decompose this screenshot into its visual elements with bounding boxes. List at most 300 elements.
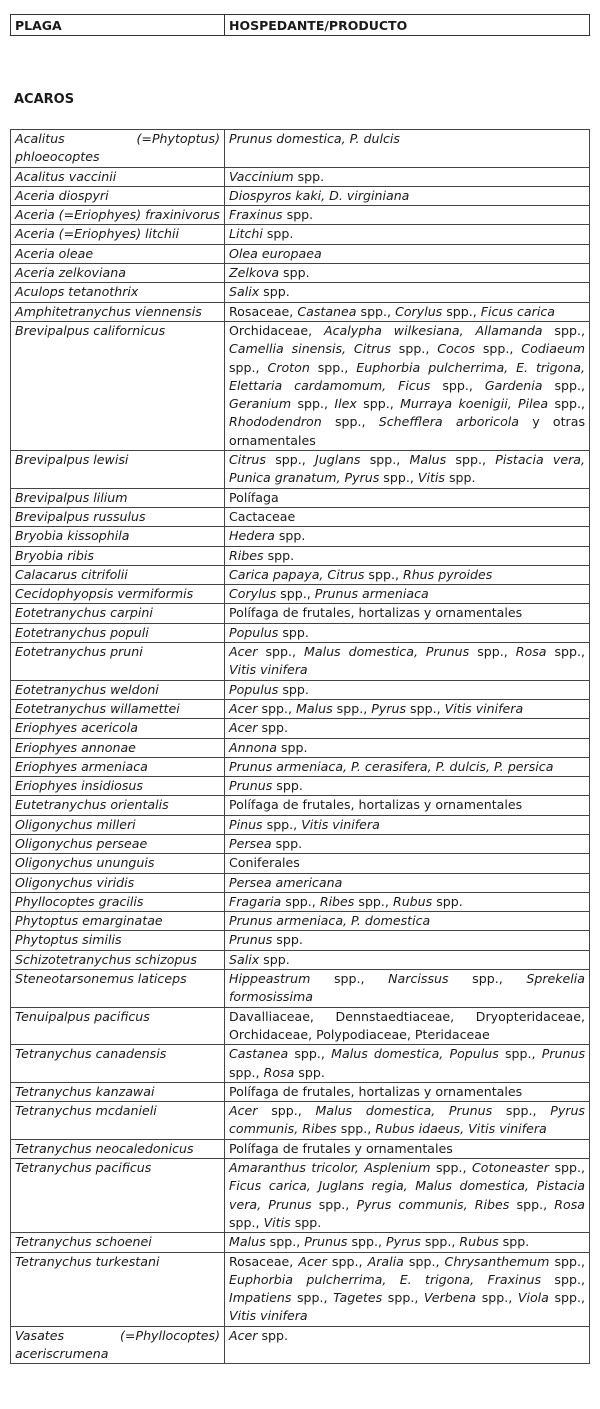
host-taxon-italic: Salix: [229, 284, 260, 300]
table-row: [11, 892, 590, 911]
host-text: spp.,: [360, 452, 410, 468]
host-text: spp.,: [291, 396, 335, 412]
pest-name: Cecidophyopsis vermiformis: [11, 585, 225, 604]
host-text: spp.,: [546, 644, 586, 660]
host-taxon-italic: Olea europaea: [229, 245, 322, 261]
header-plaga: PLAGA: [11, 15, 225, 36]
table-row: [11, 912, 590, 931]
host-taxon-italic: Vitis vinifera: [229, 662, 308, 678]
host-text: spp.: [272, 932, 303, 948]
table-row: [11, 1233, 590, 1252]
host-text: spp.,: [476, 1290, 518, 1306]
host-text: spp.: [271, 835, 303, 851]
pest-name: Eotetranychus populi: [11, 623, 225, 642]
host-taxon-italic: Chrysanthemum: [444, 1253, 550, 1269]
pest-name: Brevipalpus californicus: [11, 321, 225, 450]
host-text: spp.: [276, 739, 308, 755]
pest-name: Steneotarsonemus laticeps: [11, 970, 225, 1008]
host-taxon-italic: Rosa: [554, 1196, 586, 1212]
pest-name: Aceria (=Eriophyes) fraxinivorus: [11, 206, 225, 225]
table-row: [11, 225, 590, 244]
pest-name: Eotetranychus carpini: [11, 604, 225, 623]
table-row: [11, 167, 590, 186]
section-title: ACAROS: [14, 92, 75, 107]
host-text: spp.,: [262, 816, 302, 832]
host-text: spp.,: [549, 1253, 586, 1269]
host-text: spp.,: [448, 971, 527, 987]
pest-name: Phytoptus emarginatae: [11, 912, 225, 931]
host-taxon-italic: Prunus armeniaca: [314, 586, 429, 602]
host-taxon-italic: Amaranthus tricolor, Asplenium: [229, 1160, 431, 1176]
host-text: y otras ornamentales: [229, 414, 586, 448]
host-text: spp.,: [257, 644, 304, 660]
host-taxon-italic: Rhododendron: [229, 414, 322, 430]
host-taxon-italic: Juglans: [315, 452, 361, 468]
host-cell: [225, 565, 590, 584]
host-text: spp.: [444, 470, 476, 486]
table-row: [11, 699, 590, 718]
pest-name: Tetranychus mcdanieli: [11, 1102, 225, 1140]
host-taxon-italic: Corylus: [229, 586, 277, 602]
pest-name: Eriophyes annonae: [11, 738, 225, 757]
host-taxon-italic: Ribes: [229, 547, 264, 563]
host-cell: [225, 186, 590, 205]
pest-name: Oligonychus viridis: [11, 873, 225, 892]
table-row: [11, 757, 590, 776]
host-cell: [225, 643, 590, 681]
host-cell: [225, 1233, 590, 1252]
host-text: spp.: [257, 720, 289, 736]
table-row: [11, 507, 590, 526]
host-cell: [225, 738, 590, 757]
host-text: spp.: [263, 547, 295, 563]
pest-name: Eutetranychus orientalis: [11, 796, 225, 815]
host-taxon-italic: Prunus: [229, 932, 273, 948]
host-text: Polífaga de frutales, hortalizas y ornamentales: [229, 1083, 523, 1099]
pest-name: Tenuipalpus pacificus: [11, 1007, 225, 1045]
table-row: [11, 1045, 590, 1083]
host-text: Polífaga de frutales, hortalizas y ornamentales: [229, 605, 523, 621]
pest-name: Bryobia kissophila: [11, 527, 225, 546]
table-row: [11, 451, 590, 489]
host-text: spp.,: [276, 586, 315, 602]
host-text: spp.,: [498, 1046, 542, 1062]
host-taxon-italic: Impatiens: [229, 1290, 292, 1306]
host-taxon-italic: Tagetes: [333, 1290, 383, 1306]
host-text: spp.,: [291, 1290, 334, 1306]
host-text: Davalliaceae, Dennstaedtiaceae, Dryopteridaceae, Orchidaceae, Polypodiaceae, Pteridaceae: [229, 1008, 585, 1042]
host-taxon-italic: Pyrus communis, Ribes: [229, 1103, 585, 1137]
table-row: [11, 1139, 590, 1158]
host-taxon-italic: Vitis vinifera: [444, 700, 524, 716]
host-text: spp.,: [469, 644, 516, 660]
host-text: spp.,: [446, 452, 496, 468]
host-text: Rosaceae,: [229, 1253, 299, 1269]
host-cell: [225, 892, 590, 911]
host-text: spp.,: [379, 470, 418, 486]
host-taxon-italic: Narcissus: [388, 971, 449, 987]
pest-name: Eriophyes insidiosus: [11, 777, 225, 796]
host-text: spp.: [279, 265, 310, 281]
host-cell: [225, 130, 590, 168]
host-cell: [225, 912, 590, 931]
host-cell: [225, 1326, 590, 1364]
host-cell: [225, 604, 590, 623]
host-taxon-italic: Persea americana: [229, 874, 343, 890]
host-taxon-italic: Fraxinus: [229, 207, 283, 223]
pest-name: Schizotetranychus schizopus: [11, 950, 225, 969]
table-row: [11, 546, 590, 565]
host-text: spp.,: [311, 1196, 357, 1212]
pest-name: Eotetranychus weldoni: [11, 680, 225, 699]
pest-name: Phytoptus similis: [11, 931, 225, 950]
host-cell: [225, 302, 590, 321]
pest-name: Eotetranychus willamettei: [11, 699, 225, 718]
host-cell: [225, 1102, 590, 1140]
table-row: [11, 130, 590, 168]
pest-name: Acalitus vaccinii: [11, 167, 225, 186]
table-row: [11, 565, 590, 584]
host-taxon-italic: Ilex: [334, 396, 357, 412]
host-taxon-italic: Rosa: [263, 1064, 295, 1080]
host-text: Cactaceae: [229, 508, 296, 524]
pest-name: Aceria zelkoviana: [11, 264, 225, 283]
host-text: Coniferales: [229, 855, 300, 871]
table-row: [11, 585, 590, 604]
host-taxon-italic: Croton: [267, 359, 310, 375]
host-text: Orchidaceae,: [229, 322, 324, 338]
table-row: [11, 834, 590, 853]
table-row: [11, 950, 590, 969]
host-taxon-italic: Acer: [229, 1327, 258, 1343]
host-cell: [225, 950, 590, 969]
host-cell: [225, 1139, 590, 1158]
host-taxon-italic: Codiaeum: [521, 341, 585, 357]
host-cell: [225, 585, 590, 604]
table-row: [11, 1252, 590, 1326]
host-taxon-italic: Ficus carica, Juglans regia, Malus domestica, Pistacia vera, Prunus: [229, 1178, 585, 1212]
host-taxon-italic: Hedera: [229, 528, 275, 544]
host-taxon-italic: Aralia: [367, 1253, 404, 1269]
host-cell: [225, 931, 590, 950]
host-cell: [225, 546, 590, 565]
host-cell: [225, 719, 590, 738]
pest-name: Tetranychus pacificus: [11, 1159, 225, 1233]
host-taxon-italic: Malus domestica, Prunus: [315, 1103, 493, 1119]
host-text: spp.,: [356, 396, 401, 412]
host-cell: [225, 873, 590, 892]
host-taxon-italic: Rubus: [392, 893, 433, 909]
pest-name: Tetranychus neocaledonicus: [11, 1139, 225, 1158]
host-taxon-italic: Ribes: [319, 893, 355, 909]
host-taxon-italic: Gardenia: [484, 377, 543, 393]
host-text: spp.,: [442, 303, 481, 319]
host-cell: [225, 834, 590, 853]
host-taxon-italic: Persea: [229, 835, 272, 851]
host-taxon-italic: Vaccinium: [229, 168, 294, 184]
host-taxon-italic: Acer: [229, 720, 258, 736]
pest-name: Aceria diospyri: [11, 186, 225, 205]
table-row: [11, 719, 590, 738]
host-text: spp.,: [265, 1234, 305, 1250]
host-cell: [225, 206, 590, 225]
host-cell: [225, 244, 590, 263]
host-taxon-italic: Salix: [229, 951, 260, 967]
host-text: spp.,: [474, 341, 522, 357]
host-cell: [225, 623, 590, 642]
host-text: spp.,: [406, 700, 445, 716]
host-text: spp.: [278, 624, 309, 640]
host-taxon-italic: Annona: [229, 739, 277, 755]
table-row: [11, 604, 590, 623]
table-row: [11, 931, 590, 950]
host-taxon-italic: Carica papaya, Citrus: [229, 566, 365, 582]
header-hospedante: HOSPEDANTE/PRODUCTO: [225, 15, 590, 36]
pest-name: Aceria (=Eriophyes) litchii: [11, 225, 225, 244]
host-text: spp.,: [288, 1046, 332, 1062]
host-cell: [225, 699, 590, 718]
host-taxon-italic: Prunus: [304, 1234, 348, 1250]
host-text: spp.: [257, 1327, 289, 1343]
table-row: [11, 186, 590, 205]
pest-name: Brevipalpus lilium: [11, 488, 225, 507]
table-row: [11, 643, 590, 681]
host-taxon-italic: Pinus: [229, 816, 263, 832]
host-text: spp.,: [548, 1290, 586, 1306]
host-taxon-italic: Zelkova: [229, 265, 280, 281]
host-taxon-italic: Castanea: [297, 303, 357, 319]
host-cell: [225, 680, 590, 699]
table-row: [11, 264, 590, 283]
pest-name: Tetranychus turkestani: [11, 1252, 225, 1326]
host-text: spp.: [259, 284, 290, 300]
host-text: spp.,: [257, 700, 297, 716]
host-text: spp.,: [382, 1290, 424, 1306]
pest-name: Tetranychus kanzawai: [11, 1082, 225, 1101]
host-text: spp.,: [541, 1271, 585, 1287]
pest-name: Amphitetranychus viennensis: [11, 302, 225, 321]
host-text: spp.: [282, 207, 314, 223]
pest-name: Aculops tetanothrix: [11, 283, 225, 302]
table-row: [11, 970, 590, 1008]
host-text: spp.,: [336, 1121, 376, 1137]
host-text: spp.,: [309, 359, 357, 375]
host-text: spp.,: [332, 700, 372, 716]
host-text: spp.: [294, 1064, 325, 1080]
host-text: spp.,: [229, 359, 268, 375]
host-text: spp.,: [390, 341, 438, 357]
host-text: spp.,: [509, 1196, 555, 1212]
host-taxon-italic: Citrus: [229, 452, 266, 468]
host-taxon-italic: Geranium: [229, 396, 292, 412]
host-text: spp.: [290, 1214, 322, 1230]
table-row: [11, 777, 590, 796]
host-text: spp.,: [347, 1234, 387, 1250]
pest-name: Eriophyes armeniaca: [11, 757, 225, 776]
host-text: Polífaga: [229, 489, 279, 505]
host-text: Polífaga de frutales, hortalizas y ornamentales: [229, 797, 523, 813]
host-cell: [225, 777, 590, 796]
host-taxon-italic: Malus domestica, Populus: [331, 1046, 499, 1062]
host-cell: [225, 1082, 590, 1101]
host-text: spp.,: [321, 414, 379, 430]
host-taxon-italic: Prunus: [229, 778, 273, 794]
table-row: [11, 283, 590, 302]
host-taxon-italic: Fragaria: [229, 893, 282, 909]
host-text: spp.,: [281, 893, 320, 909]
pest-name: Acalitus (=Phytoptus) phloeocoptes: [11, 130, 225, 168]
host-taxon-italic: Prunus armeniaca, P. cerasifera, P. dulcis, P. persica: [229, 758, 554, 774]
pest-name: Tetranychus schoenei: [11, 1233, 225, 1252]
pest-name: Brevipalpus russulus: [11, 507, 225, 526]
host-taxon-italic: Prunus: [541, 1046, 586, 1062]
host-taxon-italic: Rosa: [515, 644, 547, 660]
host-taxon-italic: Murraya koenigii, Pilea: [400, 396, 549, 412]
host-taxon-italic: Viola: [517, 1290, 549, 1306]
host-text: spp.: [278, 681, 309, 697]
host-taxon-italic: Populus: [229, 681, 279, 697]
host-taxon-italic: Euphorbia pulcherrima, E. trigona, Elettaria cardamomum, Ficus: [229, 359, 586, 393]
host-taxon-italic: Verbena: [423, 1290, 477, 1306]
table-row: [11, 873, 590, 892]
table-row: [11, 527, 590, 546]
host-taxon-italic: Populus: [229, 624, 279, 640]
host-taxon-italic: Euphorbia pulcherrima, E. trigona, Fraxinus: [229, 1271, 542, 1287]
host-taxon-italic: Cocos: [437, 341, 475, 357]
pest-name: Oligonychus perseae: [11, 834, 225, 853]
host-taxon-italic: Sprekelia formosissima: [229, 971, 585, 1005]
host-cell: [225, 854, 590, 873]
pest-host-table: [10, 129, 590, 1364]
table-row: [11, 1082, 590, 1101]
host-taxon-italic: Malus: [409, 452, 447, 468]
host-cell: [225, 167, 590, 186]
table-row: [11, 1102, 590, 1140]
host-taxon-italic: Rubus idaeus, Vitis vinifera: [375, 1121, 547, 1137]
table-row: [11, 206, 590, 225]
host-text: spp.,: [542, 322, 585, 338]
host-taxon-italic: Vitis vinifera: [301, 816, 380, 832]
host-cell: [225, 1007, 590, 1045]
host-taxon-italic: Vitis: [417, 470, 445, 486]
host-cell: [225, 283, 590, 302]
host-taxon-italic: Acer: [229, 700, 258, 716]
table-row: [11, 488, 590, 507]
host-text: spp.,: [542, 377, 586, 393]
host-cell: [225, 796, 590, 815]
host-taxon-italic: Pistacia vera, Punica granatum, Pyrus: [229, 452, 586, 486]
table-row: [11, 1159, 590, 1233]
pest-name: Calacarus citrifolii: [11, 565, 225, 584]
host-taxon-italic: Prunus domestica, P. dulcis: [229, 131, 400, 146]
table-row: [11, 1007, 590, 1045]
host-cell: [225, 1045, 590, 1083]
table-row: [11, 796, 590, 815]
host-text: spp.,: [310, 971, 389, 987]
host-text: spp.: [274, 528, 306, 544]
host-text: spp.,: [265, 452, 316, 468]
table-row: [11, 1326, 590, 1364]
host-taxon-italic: Pyrus communis, Ribes: [356, 1196, 510, 1212]
host-text: spp.,: [229, 1064, 264, 1080]
host-text: spp.,: [548, 1160, 585, 1176]
host-taxon-italic: Camellia sinensis, Citrus: [229, 341, 391, 357]
host-text: spp.,: [257, 1103, 316, 1119]
host-taxon-italic: Malus: [229, 1234, 266, 1250]
host-taxon-italic: Malus domestica, Prunus: [303, 644, 470, 660]
pest-name: Tetranychus canadensis: [11, 1045, 225, 1083]
pest-name: Vasates (=Phyllocoptes) aceriscrumena: [11, 1326, 225, 1364]
host-cell: [225, 225, 590, 244]
host-taxon-italic: Vitis: [263, 1214, 291, 1230]
host-taxon-italic: Diospyros kaki, D. virginiana: [229, 187, 410, 203]
column-header-table: [10, 14, 590, 36]
host-cell: [225, 321, 590, 450]
host-text: spp.,: [326, 1253, 368, 1269]
host-text: spp.,: [229, 1214, 264, 1230]
pest-name: Phyllocoptes gracilis: [11, 892, 225, 911]
host-taxon-italic: Vitis vinifera: [229, 1308, 308, 1324]
host-text: Polífaga de frutales y ornamentales: [229, 1140, 453, 1156]
host-taxon-italic: Acalypha wilkesiana, Allamanda: [323, 322, 543, 338]
host-cell: [225, 757, 590, 776]
pest-name: Eotetranychus pruni: [11, 643, 225, 681]
host-text: spp.: [432, 893, 463, 909]
host-text: spp.,: [356, 303, 396, 319]
host-taxon-italic: Pyrus: [386, 1234, 421, 1250]
host-text: Rosaceae,: [229, 303, 298, 319]
table-row: [11, 321, 590, 450]
host-cell: [225, 970, 590, 1008]
host-text: spp.: [498, 1234, 530, 1250]
host-cell: [225, 527, 590, 546]
pest-name: Bryobia ribis: [11, 546, 225, 565]
table-row: [11, 854, 590, 873]
host-text: spp.,: [364, 566, 403, 582]
host-text: spp.: [259, 951, 290, 967]
host-cell: [225, 507, 590, 526]
host-text: spp.: [272, 778, 303, 794]
host-taxon-italic: Acer: [298, 1253, 327, 1269]
host-text: spp.,: [430, 1160, 472, 1176]
header-row: [11, 15, 590, 36]
host-text: spp.,: [420, 1234, 460, 1250]
host-taxon-italic: Rhus pyroides: [402, 566, 493, 582]
table-row: [11, 738, 590, 757]
table-row: [11, 680, 590, 699]
host-taxon-italic: Acer: [229, 644, 258, 660]
host-taxon-italic: Cotoneaster: [471, 1160, 549, 1176]
table-body: [11, 130, 590, 1364]
table-row: [11, 302, 590, 321]
host-cell: [225, 264, 590, 283]
table-row: [11, 244, 590, 263]
host-taxon-italic: Rubus: [459, 1234, 499, 1250]
host-taxon-italic: Prunus armeniaca, P. domestica: [229, 913, 431, 929]
host-taxon-italic: Hippeastrum: [229, 971, 311, 987]
host-text: spp.,: [403, 1253, 445, 1269]
host-cell: [225, 488, 590, 507]
pest-name: Brevipalpus lewisi: [11, 451, 225, 489]
host-taxon-italic: Castanea: [229, 1046, 289, 1062]
host-taxon-italic: Ficus carica: [480, 303, 555, 319]
table-row: [11, 815, 590, 834]
pest-name: Oligonychus milleri: [11, 815, 225, 834]
host-taxon-italic: Pyrus: [371, 700, 407, 716]
host-text: spp.: [262, 226, 294, 242]
host-taxon-italic: Malus: [296, 700, 333, 716]
pest-name: Eriophyes acericola: [11, 719, 225, 738]
